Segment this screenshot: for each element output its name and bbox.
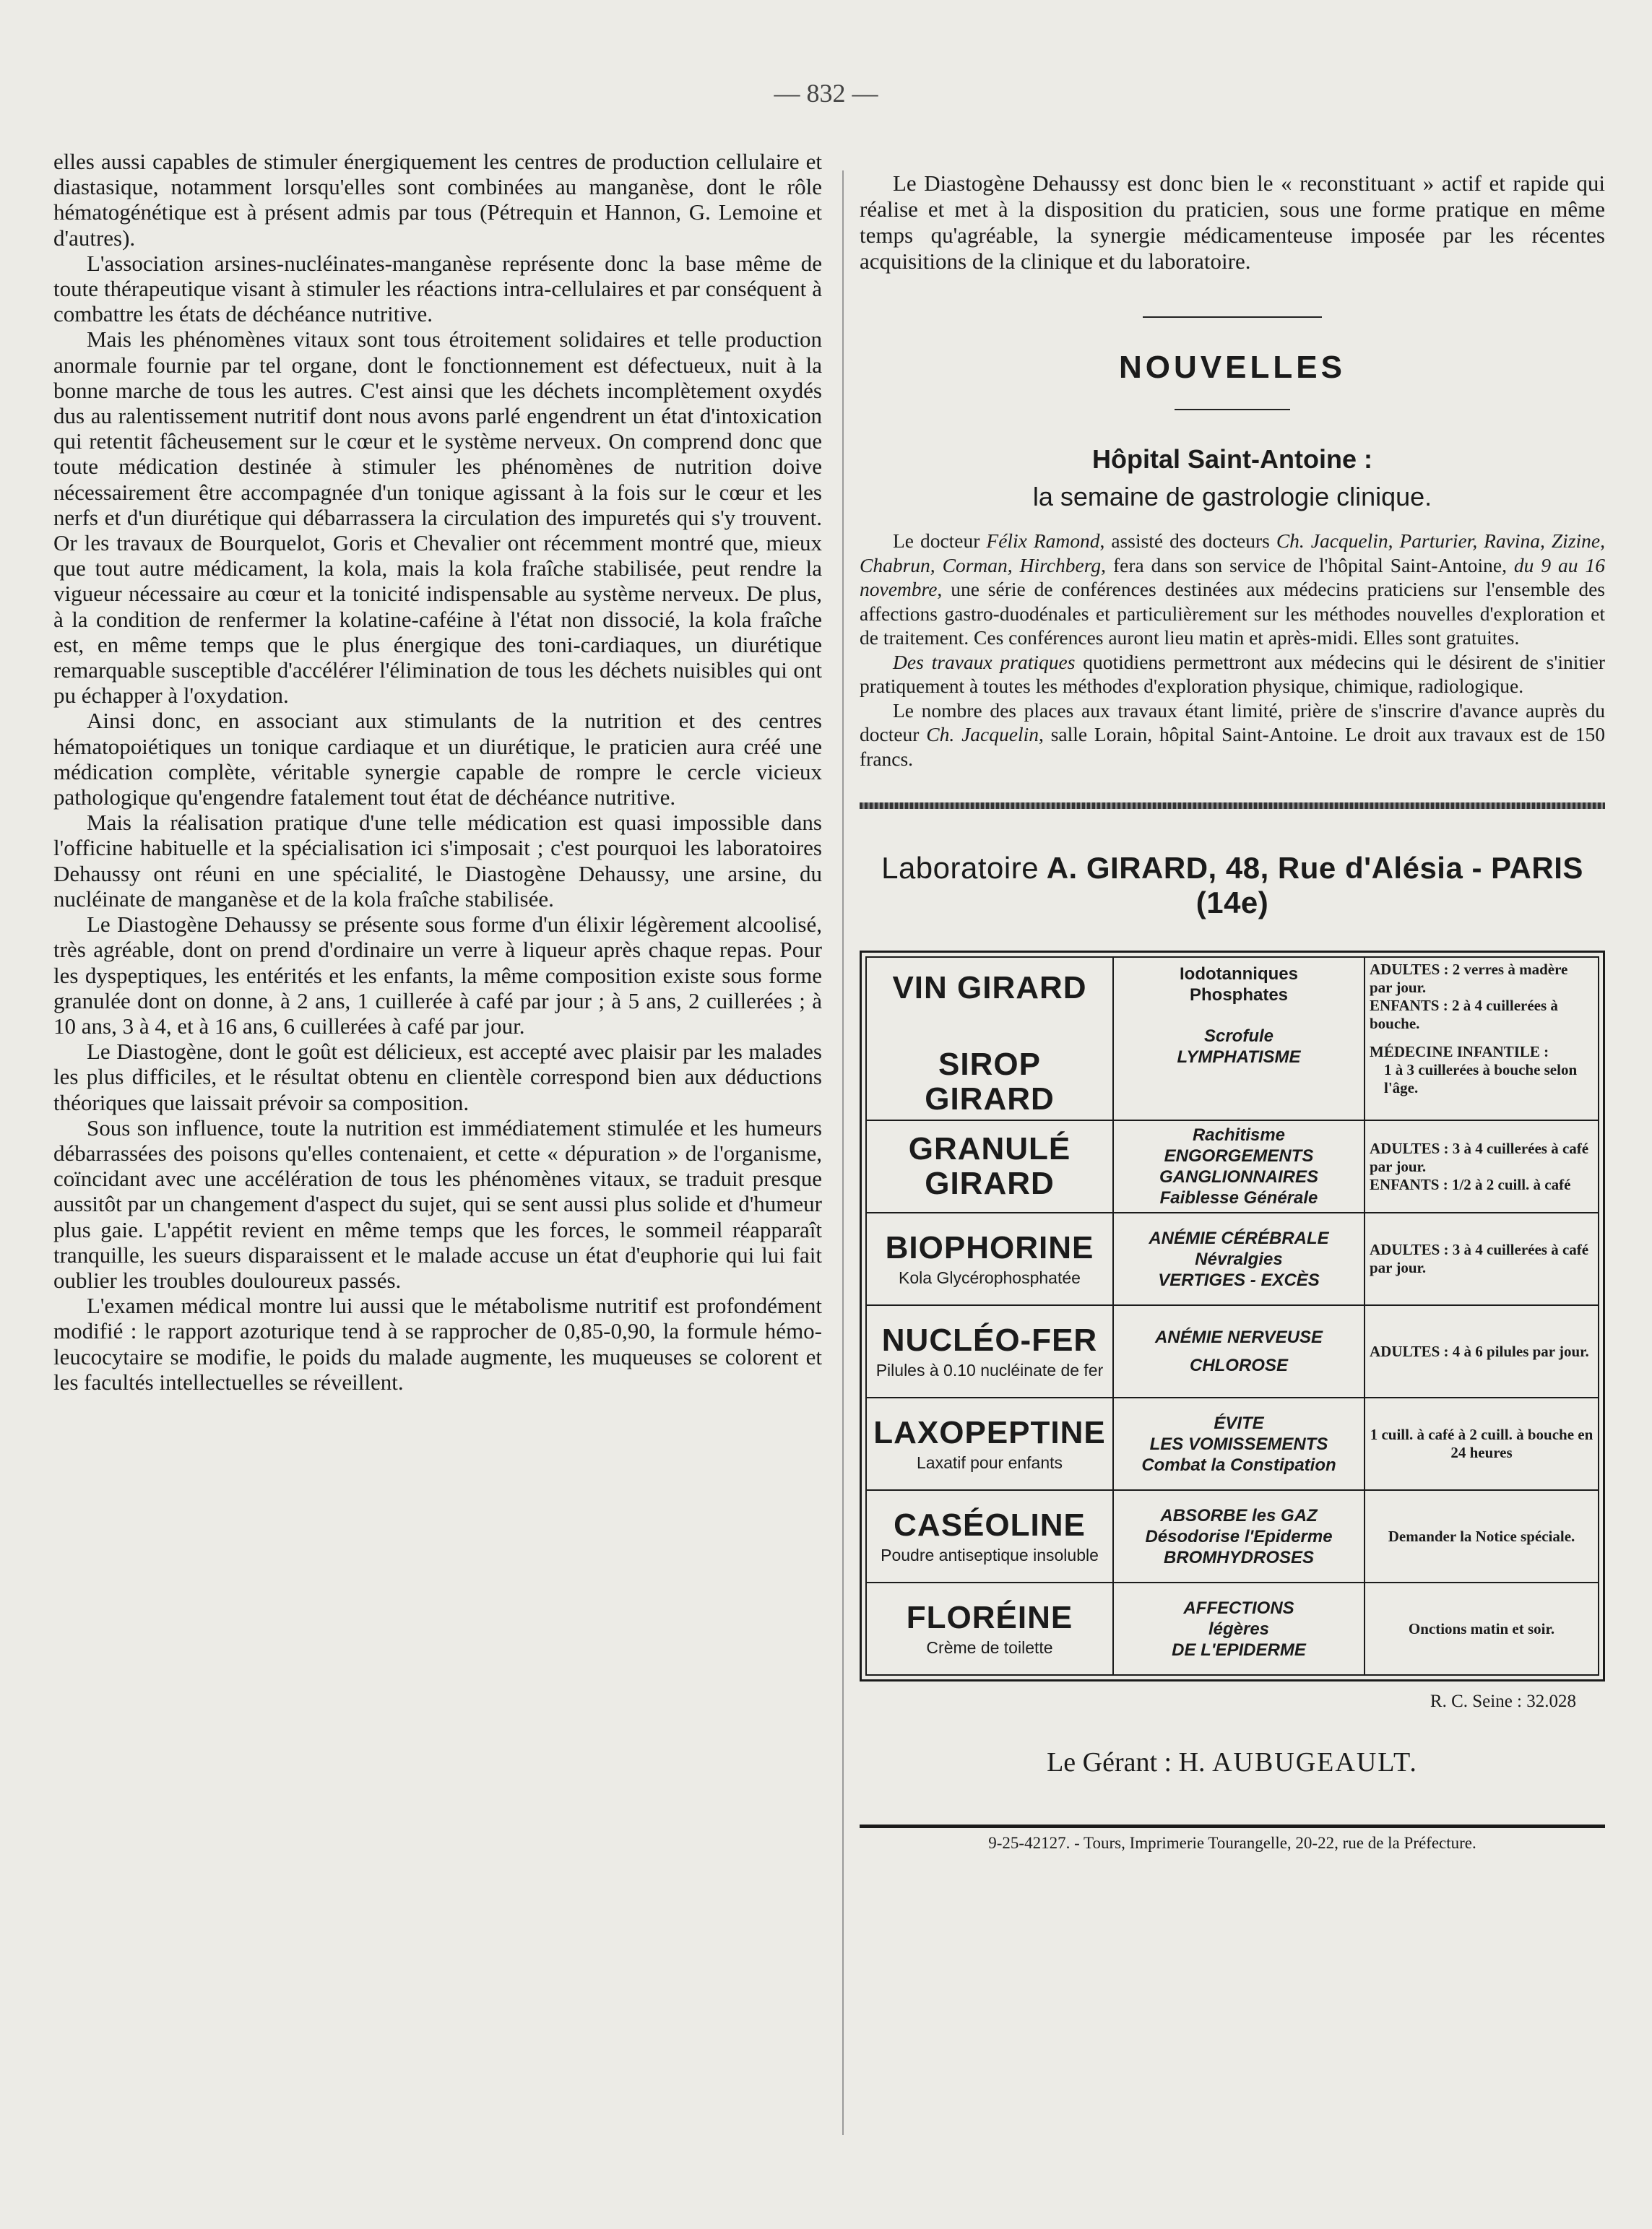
- product-name: BIOPHORINE: [885, 1230, 1094, 1265]
- indication-cell: [1113, 1120, 1365, 1213]
- section-title: NOUVELLES: [1119, 350, 1346, 385]
- indication-cell: [1113, 1583, 1365, 1675]
- table-row: [866, 1120, 1599, 1213]
- paragraph: L'examen médical montre lui aussi que le métabolisme nutritif est profondément modifié : le rapport azoturique tend à se rapprocher de 0,85-0,90, la formule hémo-leucocytaire se modifie, le poids du malade augmente, les muqueuses se colorent et les facultés intellectuelles se réveillent.: [53, 1293, 822, 1395]
- indication-line: ANÉMIE NERVEUSE: [1154, 1328, 1323, 1347]
- text: , salle Lorain, hôpital Saint-Antoine. Le droit aux travaux est de 150 francs.: [860, 723, 1605, 770]
- news-paragraph: [860, 650, 1605, 698]
- paragraph: Sous son influence, toute la nutrition est immédiatement stimulée et les humeurs débarrassées des poisons qu'elles contenaient, et cette « dépuration » de l'organisme, coïncidant avec une accélération de tous les phénomènes vitaux, se traduit presque aussitôt par un changement d'aspect du sujet, qui se sent aussi plus solide et d'humeur plus gaie. L'appétit revient en même temps que les forces, le sommeil réapparaît tranquille, les sueurs disparaissent et le malade accuse un état d'euphorie qui lui fait oublier les troubles douloureux passés.: [53, 1114, 822, 1293]
- dosage-text: ENFANTS : 2 à 4 cuillerées à bouche.: [1370, 997, 1558, 1032]
- indication-line: ANÉMIE CÉRÉBRALE: [1149, 1228, 1329, 1248]
- product-name: VIN GIRARD: [892, 970, 1087, 1005]
- manager-line: [860, 1747, 1605, 1778]
- indication-line: Phosphates: [1189, 985, 1289, 1005]
- product-cell: [866, 1398, 1113, 1490]
- event-dates: du 9 au 16 novembre: [860, 553, 1605, 600]
- dosage-text: MÉDECINE INFANTILE :: [1370, 1043, 1549, 1060]
- indication-cell: [1113, 1305, 1365, 1398]
- table-row: [866, 1490, 1599, 1583]
- product-table: [865, 956, 1599, 1676]
- indication-line: DE L'EPIDERME: [1172, 1640, 1306, 1660]
- paragraph: elles aussi capables de stimuler énergiquement les centres de production cellulaire et diastasique, notamment lorsqu'elles sont combinées au manganèse, dont le rôle hématogénétique est à présent admis par tous (Pétrequin et Hannon, G. Lemoine et d'autres).: [53, 149, 822, 251]
- paragraph: Ainsi donc, en associant aux stimulants de la nutrition et des centres hématopoiétiques un tonique cardiaque et un diurétique, le praticien aura créé une médication complète, véritable synergie capable de rompre le cercle vicieux pathologique qu'engendre fatalement tout état de déchéance nutritive.: [53, 708, 822, 810]
- text: quotidiens permettront aux médecins qui le désirent de s'initier pratiquement à toutes les méthodes d'exploration physique, chimique, radiologique.: [860, 650, 1605, 697]
- text: , une série de conférences destinées aux médecins praticiens sur l'ensemble des affections gastro-duodénales et particulièrement sur les méthodes nouvelles d'exploration et de traitement. Ces conférences auront lieu matin et après-midi. Elles sont gratuites.: [860, 578, 1605, 649]
- product-name: CASÉOLINE: [894, 1507, 1086, 1543]
- table-row: [866, 1213, 1599, 1305]
- indication-line: CHLOROSE: [1189, 1356, 1288, 1375]
- indication-line: légères: [1208, 1619, 1270, 1639]
- ad-title-rest: A. GIRARD, 48, Rue d'Alésia - PARIS (14e): [1046, 851, 1583, 919]
- indication-cell: [1113, 1213, 1365, 1305]
- printer-line: 9-25-42127. - Tours, Imprimerie Tourangelle, 20-22, rue de la Préfecture.: [988, 1834, 1476, 1852]
- dotted-separator: [860, 802, 1605, 809]
- product-subtitle: Poudre antiseptique insoluble: [881, 1546, 1099, 1564]
- separator-rule: [1143, 316, 1322, 318]
- column-divider: [842, 170, 844, 2135]
- indication-line: Faiblesse Générale: [1159, 1188, 1318, 1208]
- paragraph: Le Diastogène Dehaussy se présente sous forme d'un élixir légèrement alcoolisé, très agréable, dont on prend d'ordinaire un verre à liqueur après chaque repas. Pour les dyspeptiques, les entérités et les enfants, la même composition existe sous forme granulée dont on donne, à 2 ans, 1 cuillerée à café par jour ; à 5 ans, 2 cuillerées ; à 10 ans, 3 à 4, et à 16 ans, 6 cuillerées à café par jour.: [53, 912, 822, 1039]
- page-number: — 832 —: [774, 79, 878, 108]
- product-name: NUCLÉO-FER: [881, 1323, 1098, 1358]
- indication-line: ÉVITE: [1214, 1413, 1264, 1433]
- product-cell: [866, 1583, 1113, 1675]
- registration-number: R. C. Seine : 32.028: [1430, 1692, 1576, 1711]
- table-row: [866, 1305, 1599, 1398]
- product-subtitle: Pilules à 0.10 nucléinate de fer: [875, 1361, 1104, 1380]
- indication-line: LES VOMISSEMENTS: [1149, 1434, 1328, 1454]
- ad-title: [860, 851, 1605, 920]
- indication-line: LYMPHATISME: [1177, 1047, 1301, 1067]
- footer-rule: [860, 1825, 1605, 1828]
- indication-line: GANGLIONNAIRES: [1159, 1167, 1318, 1187]
- indication-line: BROMHYDROSES: [1163, 1547, 1315, 1567]
- dosage-cell: Demander la Notice spéciale.: [1365, 1490, 1599, 1583]
- news-headline: [860, 441, 1605, 516]
- intro-paragraph: Le Diastogène Dehaussy est donc bien le « reconstituant » actif et rapide qui réalise et met à la disposition du praticien, sous une forme pratique en même temps qu'agréable, la synergie médicamenteuse imposée par les récentes acquisitions de la clinique et du laboratoire.: [860, 170, 1605, 274]
- indication-line: ENGORGEMENTS: [1164, 1146, 1314, 1166]
- product-cell: [866, 1490, 1113, 1583]
- text: Des travaux pratiques: [893, 650, 1076, 673]
- indication-line: Combat la Constipation: [1141, 1455, 1336, 1475]
- product-name: GRANULÉ GIRARD: [908, 1131, 1071, 1201]
- dosage-cell: 1 cuill. à café à 2 cuill. à bouche en 24 heures: [1365, 1398, 1599, 1490]
- dosage-cell: Onctions matin et soir.: [1365, 1583, 1599, 1675]
- text: Le nombre des places aux travaux étant limité, prière de s'inscrire d'avance auprès du docteur: [860, 698, 1605, 745]
- assistant-names: Ch. Jacquelin, Parturier, Ravina, Zizine, Chabrun, Corman, Hirchberg: [860, 529, 1605, 576]
- product-cell: [866, 1213, 1113, 1305]
- news-paragraph: [860, 698, 1605, 771]
- ad-title-prefix: Laboratoire: [881, 851, 1039, 885]
- dosage-cell: [1365, 957, 1599, 1120]
- dosage-text: ENFANTS : 1/2 à 2 cuill. à café: [1370, 1175, 1571, 1193]
- indication-line: Désodorise l'Epiderme: [1145, 1526, 1333, 1546]
- manager-label: Le Gérant : H.: [1047, 1747, 1206, 1778]
- doctor-name: Ch. Jacquelin: [926, 723, 1039, 745]
- indication-line: Scrofule: [1203, 1026, 1274, 1046]
- product-cell: [866, 1305, 1113, 1398]
- table-row: [866, 1583, 1599, 1675]
- table-row: [866, 957, 1599, 1120]
- dosage-text: 1 à 3 cuillerées à bouche selon l'âge.: [1384, 1061, 1578, 1096]
- table-row: [866, 1398, 1599, 1490]
- text: , assisté des docteurs: [1099, 529, 1276, 552]
- separator-rule: [1175, 409, 1290, 410]
- left-column: [53, 149, 822, 1395]
- product-name: FLORÉINE: [906, 1600, 1073, 1635]
- indication-line: Rachitisme: [1192, 1125, 1286, 1145]
- product-name: LAXOPEPTINE: [873, 1415, 1106, 1450]
- paragraph: Mais les phénomènes vitaux sont tous étroitement solidaires et telle production anormale fournie par tel organe, dont le fonctionnement est défectueux, nuit à la bonne marche de tous les autres. C'est ainsi que les déchets incomplètement oxydés dus au ralentissement nutritif dont nous avons parlé engendrent un état d'intoxication qui retentit fâcheusement sur le cœur et le système nerveux. On comprend donc que toute médication destinée à stimuler les phénomènes de nutrition doive nécessairement être accompagnée d'un tonique agissant à la fois sur le cœur et les nerfs et d'un diurétique qui débarrassera la circulation des impuretés qui s'y trouvent. Or les travaux de Bourquelot, Goris et Chevalier ont récemment montré que, mieux que tout autre médicament, la kola, mais la kola fraîche stabilisée, peut rendre la vigueur nécessaire au cœur et la tonicité indispensable au système nerveux. De plus, à la condition de renfermer la kolatine-caféine à l'état non dissocié, la kola fraîche est, en même temps que le plus énergique des toni-cardiaques, un diurétique remarquable susceptible d'accélérer l'élimination de tous les déchets nuisibles qui ont pu échapper à l'oxydation.: [53, 326, 822, 709]
- right-column: [860, 170, 1605, 1853]
- dosage-cell: ADULTES : 3 à 4 cuillerées à café par jour.: [1365, 1213, 1599, 1305]
- indication-line: AFFECTIONS: [1183, 1598, 1294, 1618]
- news-body: [860, 529, 1605, 771]
- indication-cell: [1113, 1398, 1365, 1490]
- news-headline-line1: Hôpital Saint-Antoine :: [1092, 444, 1372, 474]
- indication-cell: [1113, 1490, 1365, 1583]
- dosage-text: ADULTES : 2 verres à madère par jour.: [1370, 961, 1568, 996]
- paragraph: Mais la réalisation pratique d'une telle médication est quasi impossible dans l'officine habituelle et la spécialisation ici s'imposait ; c'est pourquoi les laboratoires Dehaussy ont réuni en une spécialité, le Diastogène Dehaussy, une arsine, du nucléinate de manganèse et de la kola fraîche stabilisée.: [53, 810, 822, 912]
- doctor-name: Félix Ramond: [986, 529, 1100, 552]
- paragraph: Le Diastogène, dont le goût est délicieux, est accepté avec plaisir par les malades les plus difficiles, et le résultat obtenu en clientèle correspond bien aux déductions théoriques que laissait prévoir sa composition.: [53, 1039, 822, 1115]
- dosage-cell: ADULTES : 4 à 6 pilules par jour.: [1365, 1305, 1599, 1398]
- paragraph: L'association arsines-nucléinates-manganèse représente donc la base même de toute thérapeutique visant à stimuler les réactions intra-cellulaires et par conséquent à combattre les états de déchéance nutritive.: [53, 250, 822, 327]
- indication-line: VERTIGES - EXCÈS: [1158, 1270, 1320, 1290]
- product-name: SIROP GIRARD: [925, 1047, 1055, 1117]
- dosage-cell: [1365, 1120, 1599, 1213]
- dosage-text: ADULTES : 3 à 4 cuillerées à café par jour.: [1370, 1139, 1589, 1175]
- product-cell: [866, 957, 1113, 1120]
- news-headline-line2: la semaine de gastrologie clinique.: [1032, 482, 1432, 511]
- ad-frame: [860, 951, 1605, 1682]
- manager-name: AUBUGEAULT.: [1212, 1747, 1418, 1778]
- product-cell: [866, 1120, 1113, 1213]
- indication-line: Névralgies: [1195, 1249, 1283, 1269]
- indication-line: Iodotanniques: [1180, 964, 1298, 984]
- indication-cell: [1113, 957, 1365, 1120]
- indication-line: ABSORBE les GAZ: [1160, 1505, 1318, 1525]
- product-subtitle: Laxatif pour enfants: [916, 1453, 1063, 1472]
- text: , fera dans son service de l'hôpital Saint-Antoine,: [1101, 553, 1514, 576]
- text: Le docteur: [893, 529, 987, 552]
- product-subtitle: Crème de toilette: [926, 1638, 1053, 1657]
- product-subtitle: Kola Glycérophosphatée: [899, 1268, 1081, 1287]
- news-paragraph: [860, 529, 1605, 650]
